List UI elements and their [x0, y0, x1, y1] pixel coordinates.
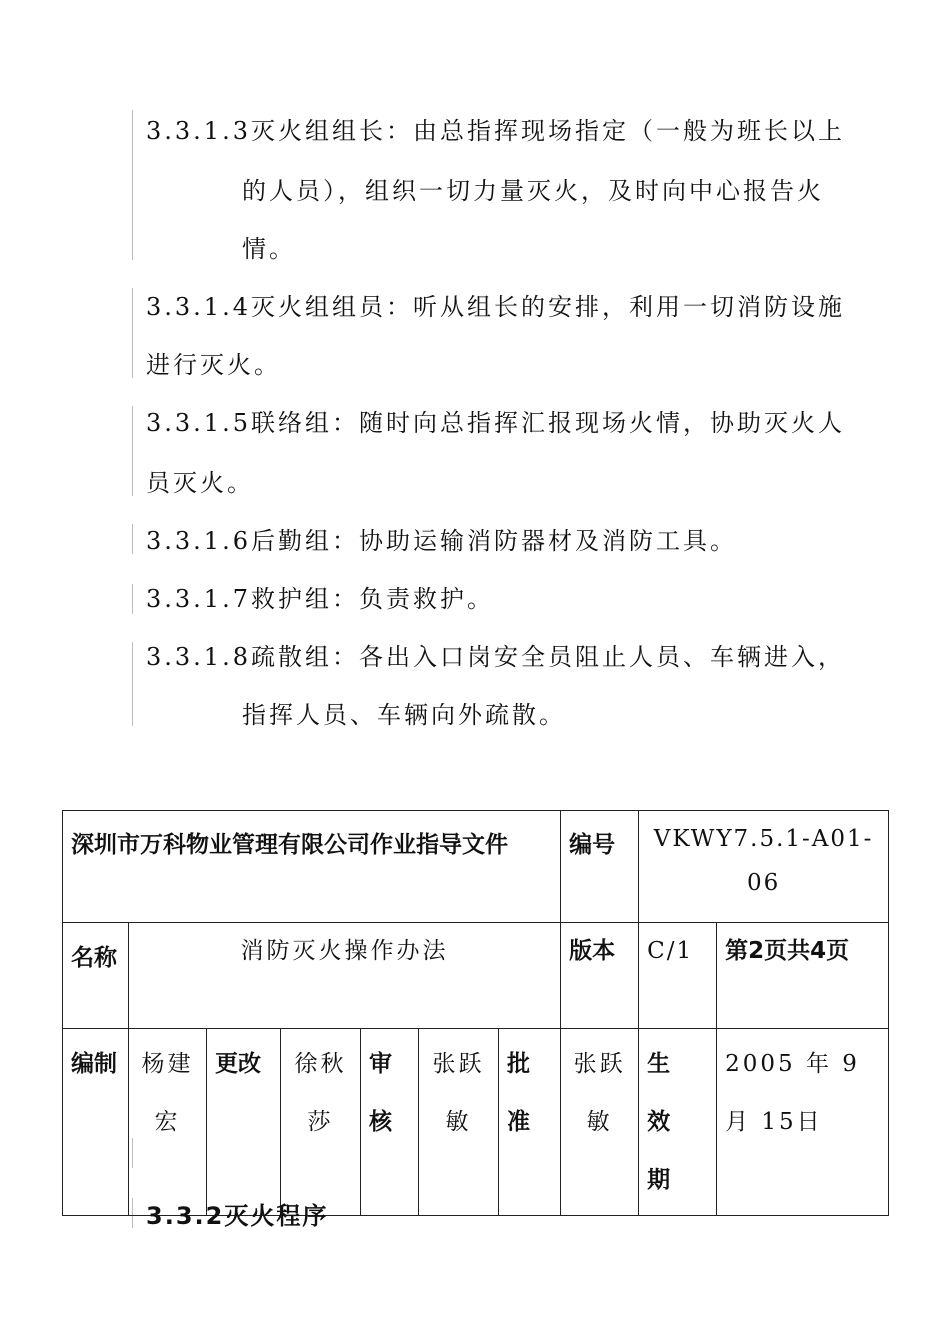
compiler-name: 杨建宏	[129, 1029, 207, 1216]
change-label: 更改	[207, 1029, 281, 1216]
item-3-3-1-3-line1: 3.3.1.3灭火组组长：由总指挥现场指定（一般为班长以上	[146, 117, 845, 145]
margin-bar	[132, 288, 133, 378]
item-3-3-1-6-line1: 3.3.1.6后勤组：协助运输消防器材及消防工具。	[146, 527, 737, 555]
code-label: 编号	[561, 811, 639, 923]
effective-date: 2005 年 9 月 15日	[717, 1029, 889, 1216]
item-3-3-1-5-line2: 员灭火。	[146, 469, 254, 497]
version-label: 版本	[561, 923, 639, 1029]
approve-label: 批准	[499, 1029, 561, 1216]
reviewer-name: 张跃敏	[419, 1029, 499, 1216]
item-3-3-1-7-line1: 3.3.1.7救护组：负责救护。	[146, 585, 494, 613]
name-value: 消防灭火操作办法	[129, 923, 561, 1029]
item-3-3-1-5-line1: 3.3.1.5联络组：随时向总指挥汇报现场火情，协助灭火人	[146, 409, 845, 437]
section-heading: 3.3.2灭火程序	[146, 1202, 329, 1230]
code-value: VKWY7.5.1-A01-06	[639, 811, 889, 923]
effective-label: 生效期	[639, 1029, 717, 1216]
margin-bar	[132, 406, 133, 496]
name-label: 名称	[63, 923, 129, 1029]
changer-name: 徐秋莎	[281, 1029, 361, 1216]
margin-bar	[132, 642, 133, 726]
item-3-3-1-3-line2: 的人员），组织一切力量灭火，及时向中心报告火	[242, 177, 824, 205]
item-3-3-1-4-line2: 进行灭火。	[146, 351, 281, 379]
version-value: C/1	[639, 923, 717, 1029]
company-title: 深圳市万科物业管理有限公司作业指导文件	[63, 811, 561, 923]
margin-bar	[132, 110, 133, 260]
item-3-3-1-3-line3: 情。	[242, 235, 296, 263]
item-3-3-1-8-line2: 指挥人员、车辆向外疏散。	[242, 701, 566, 729]
margin-bar	[132, 524, 133, 554]
approver-name: 张跃敏	[561, 1029, 639, 1216]
page-info: 第2页共4页	[717, 923, 889, 1029]
item-3-3-1-4-line1: 3.3.1.4灭火组组员：听从组长的安排，利用一切消防设施	[146, 293, 845, 321]
margin-bar	[132, 584, 133, 614]
review-label: 审核	[361, 1029, 419, 1216]
item-3-3-1-8-line1: 3.3.1.8疏散组：各出入口岗安全员阻止人员、车辆进入，	[146, 643, 845, 671]
document-header-table	[62, 810, 889, 1216]
compiler-label: 编制	[63, 1029, 129, 1216]
